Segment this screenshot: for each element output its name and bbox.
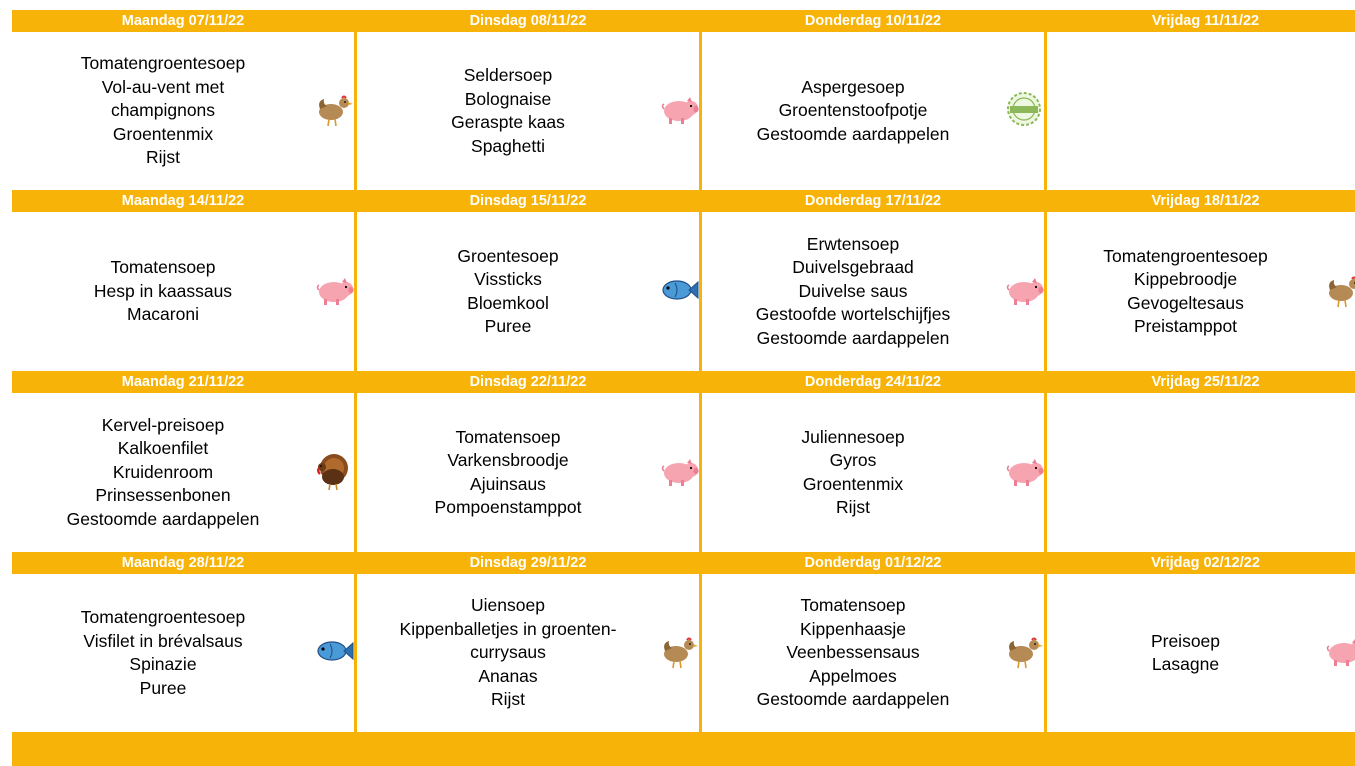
menu-day-cell <box>702 393 1044 552</box>
dish-item: Gestoomde aardappelen <box>756 123 950 144</box>
chicken-icon <box>1324 270 1355 310</box>
chicken-icon <box>1004 631 1044 671</box>
dish-item: Gestoomde aardappelen <box>756 689 950 710</box>
dish-item: Rijst <box>835 497 871 517</box>
fish-icon <box>659 270 699 310</box>
dish-item: Gevogeltesaus <box>1127 292 1244 313</box>
dish-item: Macaroni <box>127 304 199 325</box>
dish-item: Visfilet in brévalsaus <box>83 630 243 651</box>
day-header: Dinsdag 22/11/22 <box>469 374 587 390</box>
dish-item: Duivelsgebraad <box>792 257 914 278</box>
day-header: Donderdag 01/12/22 <box>804 555 942 571</box>
day-header: Maandag 21/11/22 <box>121 374 245 390</box>
day-header: Donderdag 17/11/22 <box>804 193 942 209</box>
pig-icon <box>314 270 354 310</box>
chicken-icon <box>659 631 699 671</box>
menu-day-cell <box>12 393 354 552</box>
dish-item: Puree <box>139 677 187 698</box>
dish-item: Tomatensoep <box>110 257 216 278</box>
dish-list <box>12 393 314 552</box>
day-header: Dinsdag 15/11/22 <box>469 193 587 209</box>
footer-bar <box>12 732 1355 766</box>
day-header: Vrijdag 25/11/22 <box>1151 374 1260 390</box>
dish-item: Pompoenstamppot <box>434 497 582 517</box>
dish-list <box>12 212 314 371</box>
dish-item: Groentesoep <box>457 245 559 266</box>
dish-item: Tomatengroentesoep <box>80 53 246 74</box>
pig-icon <box>659 89 699 129</box>
dish-item: Groentenmix <box>112 123 214 144</box>
dish-list <box>702 212 1004 371</box>
dish-item: Seldersoep <box>463 65 553 85</box>
dish-item: Bloemkool <box>467 292 549 313</box>
dish-item: Tomatensoep <box>455 426 561 447</box>
dish-item: Bolognaise <box>464 88 552 109</box>
dish-item: Groentenstoofpotje <box>778 100 928 121</box>
dish-item: Uiensoep <box>471 595 545 616</box>
dish-item: Vissticks <box>474 269 542 289</box>
dish-list <box>1047 574 1324 732</box>
dish-item: Prinsessenbonen <box>95 485 231 506</box>
menu-day-cell <box>1047 574 1355 732</box>
dish-item: Rijst <box>145 147 181 168</box>
dish-item: Kalkoenfilet <box>117 438 209 459</box>
day-header: Dinsdag 29/11/22 <box>469 555 587 571</box>
dish-item: Aspergesoep <box>801 76 905 97</box>
dish-item: Lasagne <box>1151 654 1220 674</box>
dish-item: Ajuinsaus <box>470 473 546 494</box>
dish-list <box>1047 212 1324 371</box>
dish-item: Kruidenroom <box>112 461 214 482</box>
menu-day-cell <box>1047 32 1355 190</box>
dish-item: Appelmoes <box>809 665 897 686</box>
menu-day-cell <box>702 212 1044 371</box>
day-header: Donderdag 10/11/22 <box>804 13 942 29</box>
pig-icon <box>1324 631 1355 671</box>
day-header: Maandag 07/11/22 <box>121 13 245 29</box>
dish-item: Gestoofde wortelschijfjes <box>755 304 951 325</box>
fish-icon <box>314 631 354 671</box>
dish-list <box>1047 32 1324 190</box>
dish-item: Groentenmix <box>802 473 904 494</box>
pig-icon <box>1004 451 1044 491</box>
dish-list <box>12 574 314 732</box>
dish-list <box>1047 393 1324 552</box>
dish-item: Gyros <box>829 450 877 470</box>
dish-item: Tomatengroentesoep <box>80 607 246 627</box>
dish-item: Vol-au-vent met <box>101 76 225 97</box>
dish-item: Kippenhaasje <box>799 618 907 639</box>
dish-item: Varkensbroodje <box>447 450 569 470</box>
menu-day-cell <box>702 574 1044 732</box>
day-header: Vrijdag 11/11/22 <box>1151 13 1260 29</box>
dish-item: Gestoomde aardappelen <box>66 508 260 529</box>
dish-item: Tomatensoep <box>800 595 906 616</box>
menu-day-cell <box>12 574 354 732</box>
dish-list <box>357 32 659 190</box>
day-header: Maandag 14/11/22 <box>121 193 245 209</box>
dish-list <box>12 32 314 190</box>
day-header: Maandag 28/11/22 <box>121 555 245 571</box>
dish-item: champignons <box>110 100 216 121</box>
dish-list <box>702 574 1004 732</box>
menu-day-cell <box>357 212 699 371</box>
dish-item: Kervel-preisoep <box>101 414 225 435</box>
dish-item: Veenbessensaus <box>786 642 920 663</box>
dish-item: Preistamppot <box>1133 316 1238 336</box>
dish-item: Spinazie <box>129 654 197 674</box>
menu-day-cell <box>1047 393 1355 552</box>
dish-item: Ananas <box>478 665 538 686</box>
menu-day-cell <box>702 32 1044 190</box>
dish-item: Spaghetti <box>471 135 545 156</box>
day-header: Vrijdag 02/12/22 <box>1151 555 1260 571</box>
dish-item: Duivelse saus <box>798 280 908 301</box>
pig-icon <box>659 451 699 491</box>
dish-item: Geraspte kaas <box>451 112 565 132</box>
dish-item: Tomatengroentesoep <box>1103 245 1268 266</box>
dish-item: Kippebroodje <box>1133 269 1238 289</box>
lunch-menu-grid <box>12 10 1355 766</box>
dish-item: Preisoep <box>1150 630 1221 651</box>
day-header: Donderdag 24/11/22 <box>804 374 942 390</box>
pig-icon <box>1004 270 1044 310</box>
dish-item: Erwtensoep <box>806 233 900 254</box>
menu-day-cell <box>12 212 354 371</box>
dish-list <box>702 393 1004 552</box>
dish-item: Rijst <box>490 689 526 710</box>
dish-item: Puree <box>484 316 532 336</box>
dish-item: Gestoomde aardappelen <box>756 327 950 348</box>
dish-item: Kippenballetjes in groenten- <box>399 618 617 639</box>
dish-item: Hesp in kaassaus <box>93 280 233 301</box>
day-header: Vrijdag 18/11/22 <box>1151 193 1260 209</box>
dish-item: currysaus <box>470 642 546 663</box>
menu-day-cell <box>1047 212 1355 371</box>
dish-item: Juliennesoep <box>801 426 905 447</box>
menu-day-cell <box>12 32 354 190</box>
dish-list <box>702 32 1004 190</box>
dish-list <box>357 393 659 552</box>
menu-day-cell <box>357 393 699 552</box>
dish-list <box>357 574 659 732</box>
menu-day-cell <box>357 574 699 732</box>
veggie-stamp-icon <box>1004 89 1044 129</box>
dish-list <box>357 212 659 371</box>
menu-day-cell <box>357 32 699 190</box>
day-header: Dinsdag 08/11/22 <box>469 13 587 29</box>
chicken-icon <box>314 89 354 129</box>
turkey-icon <box>314 451 354 491</box>
